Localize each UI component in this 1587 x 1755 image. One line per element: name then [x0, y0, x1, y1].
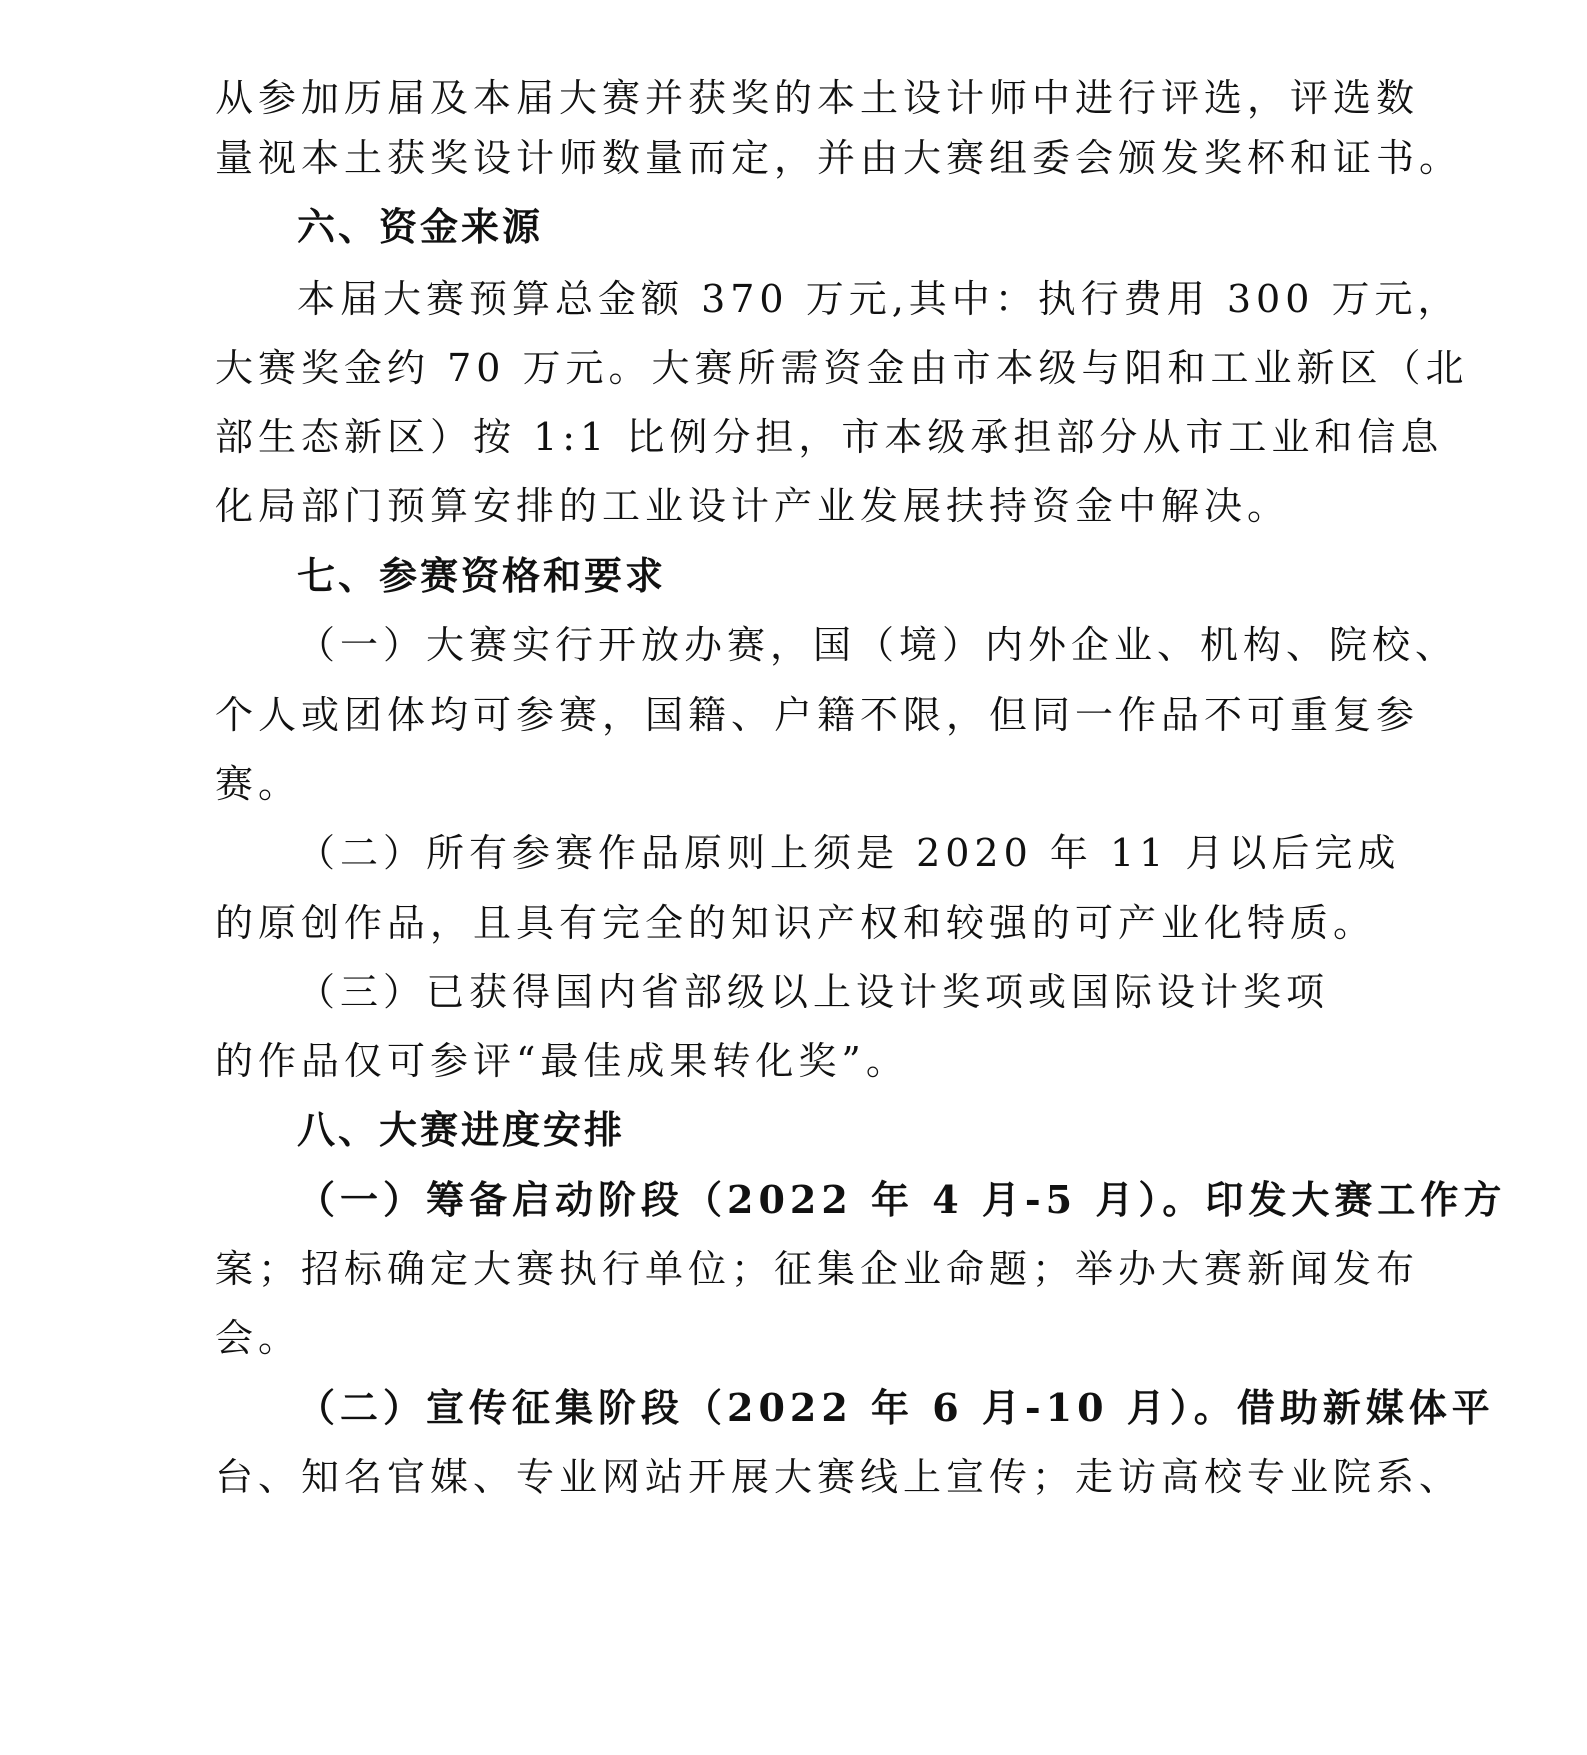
section-heading-funding: 六、资金来源 [297, 205, 544, 249]
paragraph-line: （二）宣传征集阶段（2022 年 6 月-10 月）。借助新媒体平 [297, 1385, 1495, 1430]
paragraph-line: 从参加历届及本届大赛并获奖的本土设计师中进行评选，评选数 [215, 76, 1420, 120]
paragraph-line: 量视本土获奖设计师数量而定，并由大赛组委会颁发奖杯和证书。 [215, 136, 1463, 180]
section-heading-eligibility: 七、参赛资格和要求 [297, 554, 667, 598]
paragraph-line: （二）所有参赛作品原则上须是 2020 年 11 月以后完成 [297, 831, 1401, 875]
paragraph-line: 案；招标确定大赛执行单位；征集企业命题；举办大赛新闻发布 [215, 1247, 1420, 1291]
paragraph-line: 本届大赛预算总金额 370 万元,其中：执行费用 300 万元， [297, 277, 1461, 321]
paragraph-line: （三）已获得国内省部级以上设计奖项或国际设计奖项 [297, 970, 1330, 1014]
paragraph-line: 化局部门预算安排的工业设计产业发展扶持资金中解决。 [215, 484, 1291, 528]
paragraph-line: （一）筹备启动阶段（2022 年 4 月-5 月）。印发大赛工作方 [297, 1177, 1507, 1222]
paragraph-line: 部生态新区）按 1:1 比例分担，市本级承担部分从市工业和信息 [215, 415, 1444, 459]
paragraph-line: 赛。 [215, 762, 302, 806]
paragraph-line: 的作品仅可参评“最佳成果转化奖”。 [215, 1039, 909, 1083]
section-heading-schedule: 八、大赛进度安排 [297, 1108, 626, 1152]
paragraph-line: 大赛奖金约 70 万元。大赛所需资金由市本级与阳和工业新区（北 [215, 346, 1469, 390]
paragraph-line: 会。 [215, 1316, 302, 1360]
paragraph-line: 台、知名官媒、专业网站开展大赛线上宣传；走访高校专业院系、 [215, 1455, 1463, 1499]
paragraph-line: 的原创作品，且具有完全的知识产权和较强的可产业化特质。 [215, 901, 1377, 945]
paragraph-line: （一）大赛实行开放办赛，国（境）内外企业、机构、院校、 [297, 623, 1459, 667]
paragraph-line: 个人或团体均可参赛，国籍、户籍不限，但同一作品不可重复参 [215, 693, 1420, 737]
